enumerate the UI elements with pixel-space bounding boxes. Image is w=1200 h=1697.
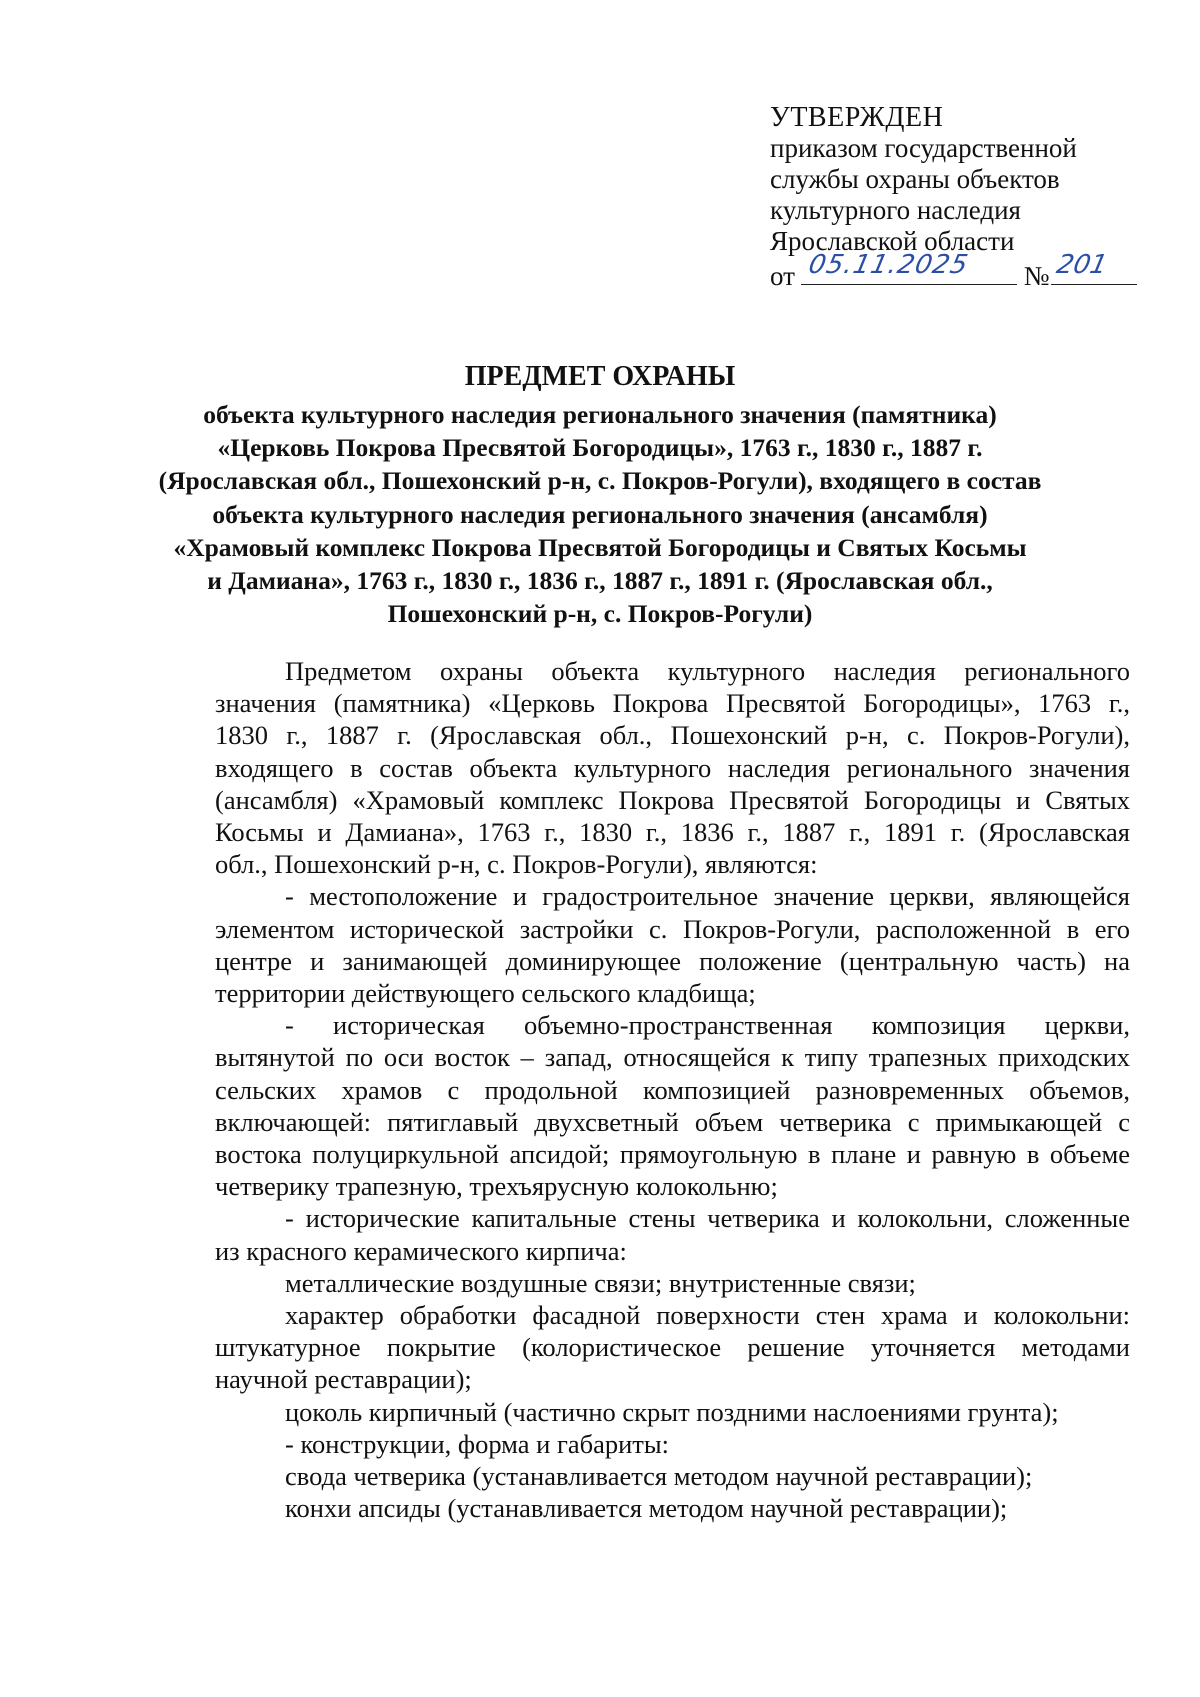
body-line: конхи апсиды (устанавливается методом научной реставрации); — [285, 1493, 1008, 1524]
body-line: Предметом охраны объекта культурного наследия регионального — [285, 656, 1130, 686]
body-line: свода четверика (устанавливается методом научной реставрации); — [285, 1461, 1033, 1492]
title-line: (Ярославская обл., Пошехонский р-н, с. Покров-Рогули), входящего в состав — [158, 466, 1042, 496]
body-line: входящего в состав объекта культурного наследия регионального значения — [215, 752, 1130, 783]
approval-line: культурного наследия — [770, 195, 1021, 225]
handwritten-date: 05.11.2025 — [805, 250, 972, 280]
body-line: сельских храмов с продольной композицией разновременных объемов, — [215, 1074, 1130, 1105]
body-line: центре и занимающей доминирующее положение (центральную часть) на — [215, 945, 1130, 976]
body-line: цоколь кирпичный (частично скрыт поздними наслоениями грунта); — [285, 1396, 1059, 1427]
title-line: Пошехонский р-н, с. Покров-Рогули) — [387, 599, 813, 629]
body-line: 1830 г., 1887 г. (Ярославская обл., Пошехонский р-н, с. Покров-Рогули), — [215, 720, 1130, 751]
handwritten-number: 201 — [1054, 250, 1111, 280]
approval-line: приказом государственной — [770, 133, 1077, 163]
body-line: - местоположение и градостроительное значение церкви, являющейся — [285, 881, 1130, 912]
approval-line: Ярославской области — [770, 226, 1015, 256]
title-line: и Дамиана», 1763 г., 1830 г., 1836 г., 1887 г., 1891 г. (Ярославская обл., — [207, 566, 993, 596]
body-line: - конструкции, форма и габариты: — [285, 1428, 670, 1459]
body-line: обл., Пошехонский р-н, с. Покров-Рогули), являются: — [215, 849, 818, 880]
date-prefix: от — [770, 261, 795, 291]
body-line: характер обработки фасадной поверхности стен храма и колокольни: — [285, 1300, 1130, 1331]
number-field — [1051, 250, 1137, 285]
document-body — [215, 655, 1130, 1524]
body-line: четверику трапезную, трехъярусную колокольню; — [215, 1171, 778, 1202]
number-prefix: № — [1023, 261, 1050, 291]
body-line: - исторические капитальные стены четверика и колокольни, сложенные — [285, 1203, 1130, 1234]
body-line: включающей: пятиглавый двухсветный объем четверика с примыкающей с — [215, 1106, 1130, 1137]
body-line: (ансамбля) «Храмовый комплекс Покрова Пресвятой Богородицы и Святых — [215, 784, 1130, 815]
document-title — [150, 360, 1050, 630]
title-heading: ПРЕДМЕТ ОХРАНЫ — [464, 361, 736, 392]
body-line: научной реставрации); — [215, 1364, 472, 1395]
body-line: из красного керамического кирпича: — [215, 1235, 627, 1266]
body-line: штукатурное покрытие (колористическое решение уточняется методами — [215, 1332, 1130, 1363]
body-line: - историческая объемно-пространственная композиция церкви, — [285, 1010, 1130, 1041]
approval-heading: УТВЕРЖДЕН — [770, 102, 944, 133]
title-line: «Храмовый комплекс Покрова Пресвятой Богородицы и Святых Косьмы — [173, 532, 1027, 562]
body-line: элементом исторической застройки с. Покров-Рогули, расположенной в его — [215, 913, 1130, 944]
approval-line: службы охраны объектов — [770, 164, 1060, 194]
body-line: Косьмы и Дамиана», 1763 г., 1830 г., 1836 г., 1887 г., 1891 г. (Ярославская — [215, 817, 1130, 848]
date-field — [801, 250, 1017, 285]
title-line: объекта культурного наследия регионального значения (памятника) — [203, 400, 997, 429]
body-line: металлические воздушные связи; внутристенные связи; — [285, 1267, 916, 1298]
body-line: востока полуциркульной апсидой; прямоугольную в плане и равную в объеме — [215, 1139, 1130, 1170]
title-line: объекта культурного наследия регионального значения (ансамбля) — [212, 499, 988, 529]
approval-block — [770, 102, 1150, 292]
title-line: «Церковь Покрова Пресвятой Богородицы», 1763 г., 1830 г., 1887 г. — [217, 433, 983, 463]
body-line: вытянутой по оси восток – запад, относящейся к типу трапезных приходских — [215, 1042, 1130, 1073]
body-line: значения (памятника) «Церковь Покрова Пресвятой Богородицы», 1763 г., — [215, 688, 1130, 719]
body-line: территории действующего сельского кладбища; — [215, 978, 756, 1009]
approval-date-row — [770, 250, 1150, 292]
